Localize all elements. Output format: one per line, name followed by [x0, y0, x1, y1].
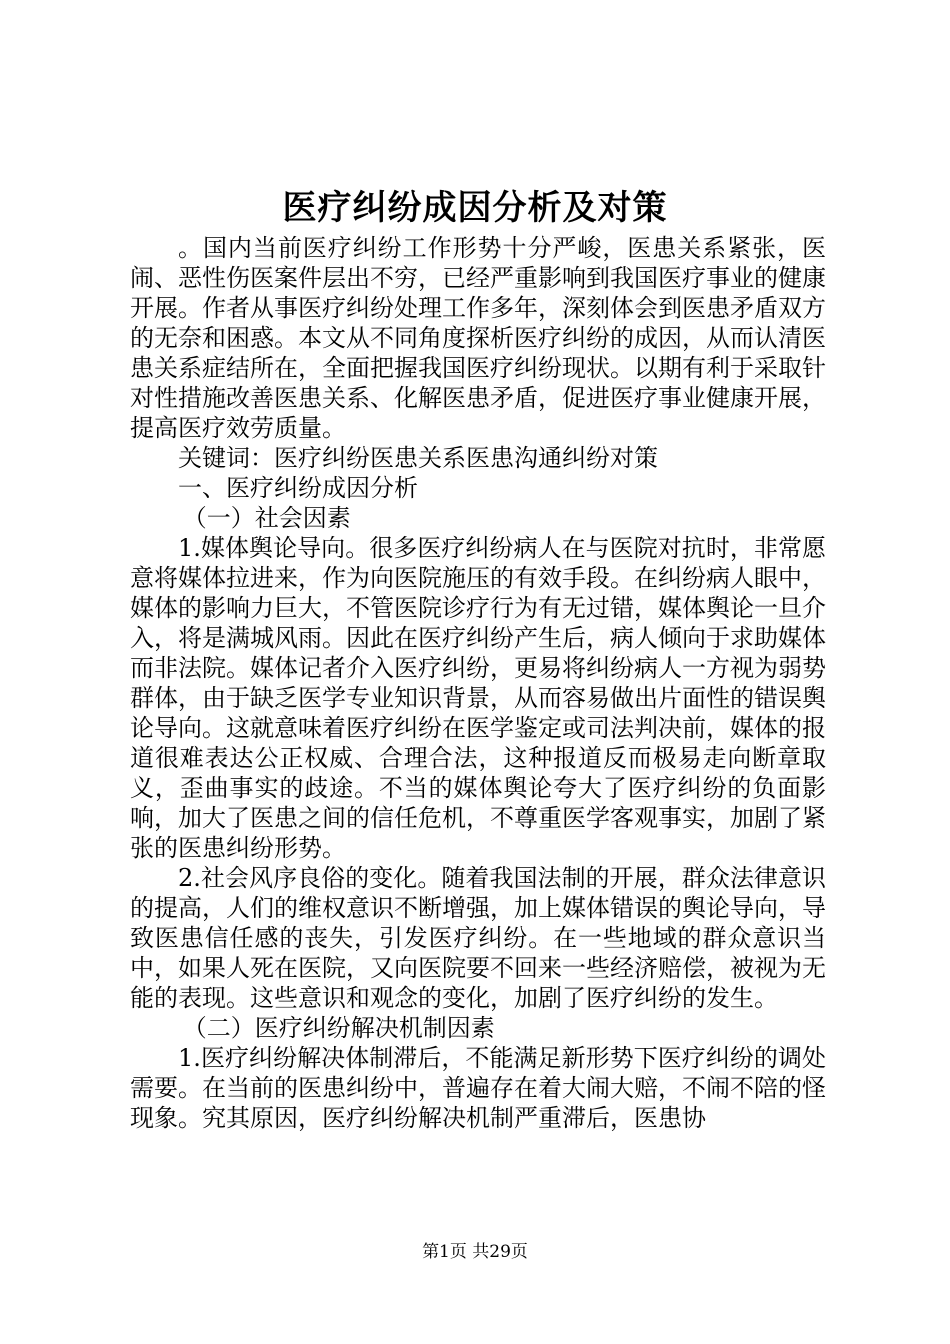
keywords-line: 关键词：医疗纠纷医患关系医患沟通纠纷对策: [178, 444, 658, 472]
document-body: [130, 233, 826, 1133]
abstract-paragraph: 。国内当前医疗纠纷工作形势十分严峻，医患关系紧张，医闹、恶性伤医案件层出不穷，已经严重影响到我国医疗事业的健康开展。作者从事医疗纠纷处理工作多年，深刻体会到医患矛盾双方的无奈和困惑。本文从不同角度探析医疗纠纷的成因，从而认清医患关系症结所在，全面把握我国医疗纠纷现状。以期有利于采取针对性措施改善医患关系、化解医患矛盾，促进医疗事业健康开展，提高医疗效劳质量。: [130, 234, 826, 442]
subsection-heading-social: （一）社会因素: [182, 504, 351, 532]
paragraph-media-opinion: 1.媒体舆论导向。很多医疗纠纷病人在与医院对抗时，非常愿意将媒体拉进来，作为向医院施压的有效手段。在纠纷病人眼中，媒体的影响力巨大，不管医院诊疗行为有无过错，媒体舆论一旦介入，将是满城风雨。因此在医疗纠纷产生后，病人倾向于求助媒体而非法院。媒体记者介入医疗纠纷，更易将纠纷病人一方视为弱势群体，由于缺乏医学专业知识背景，从而容易做出片面性的错误舆论导向。这就意味着医疗纠纷在医学鉴定或司法判决前，媒体的报道很难表达公正权威、合理合法，这种报道反而极易走向断章取义，歪曲事实的歧途。不当的媒体舆论夸大了医疗纠纷的负面影响，加大了医患之间的信任危机，不尊重医学客观事实，加剧了紧张的医患纠纷形势。: [130, 534, 826, 862]
document-title: 医疗纠纷成因分析及对策: [282, 188, 668, 228]
section-heading-1: 一、医疗纠纷成因分析: [178, 474, 418, 502]
paragraph-mechanism: 1.医疗纠纷解决体制滞后，不能满足新形势下医疗纠纷的调处需要。在当前的医患纠纷中，普遍存在着大闹大赔，不闹不陪的怪现象。究其原因，医疗纠纷解决机制严重滞后，医患协: [130, 1044, 826, 1132]
subsection-heading-mechanism: （二）医疗纠纷解决机制因素: [182, 1014, 495, 1042]
paragraph-social-customs: 2.社会风序良俗的变化。随着我国法制的开展，群众法律意识的提高，人们的维权意识不断增强，加上媒体错误的舆论导向，导致医患信任感的丧失，引发医疗纠纷。在一些地域的群众意识当中，如果人死在医院，又向医院要不回来一些经济赔偿，被视为无能的表现。这些意识和观念的变化，加剧了医疗纠纷的发生。: [130, 864, 826, 1012]
page-footer: 第1页 共29页: [422, 1242, 528, 1262]
